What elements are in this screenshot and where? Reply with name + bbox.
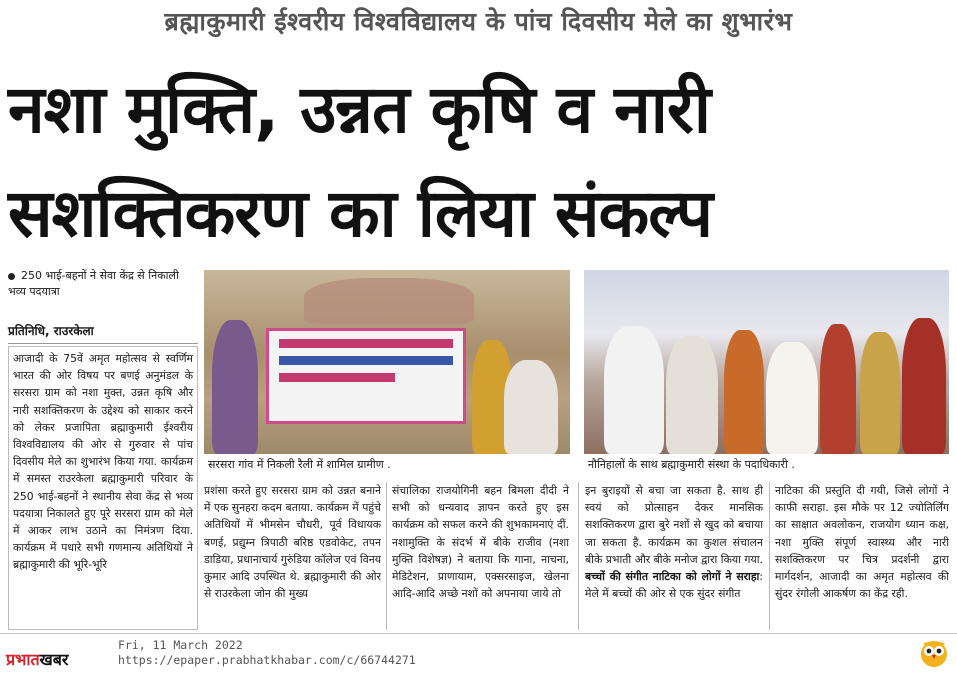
photo-caption-2: नौनिहालों के साथ ब्रह्माकुमारी संस्था के पदाधिकारी . (584, 456, 949, 474)
headline-line-2: सशक्तिकरण का लिया संकल्प (8, 175, 713, 252)
column-divider (769, 482, 770, 630)
rally-photo (204, 270, 570, 454)
prabhat-khabar-logo (6, 648, 68, 670)
column-divider (386, 482, 387, 630)
logo-second-text: खबर (39, 650, 69, 669)
article-column-2: प्रशंसा करते हुए सरसरा ग्राम को उन्नत बनाने में एक सुनहरा कदम बताया. कार्यक्रम में पहुंचे अतिथियों में भीमसेन चौधरी, पूर्व विधायक बणई, प्रद्युम्न त्रिपाठी बरिष्ठ एडवोकेट, तपन डाडिया, प्रधानाचार्य गुरुंडिया कॉलेज एवं विनय कुमार आदि उपस्थित थे. ब्रह्माकुमारी की ओर से राउरकेला जोन की मुख्य (204, 484, 381, 601)
bullet-dot-icon (8, 273, 15, 280)
edition-date: Fri, 11 March 2022 (118, 638, 243, 652)
footer-divider (0, 633, 957, 634)
byline: प्रतिनिधि, राउरकेला (8, 322, 198, 344)
article-column-1: आजादी के 75वें अमृत महोत्सव से स्वर्णिम भारत की ओर विषय पर बणई अनुमंडल के सरसरा ग्राम को नशा मुक्त, उन्नत कृषि और नारी सशक्तिकरण के उद्देश्य को साकार करने को लेकर प्रजापिता ब्रह्माकुमारी ईश्वरीय विश्वविद्यालय की ओर से गुरुवार से पांच दिवसीय मेले का शुभारंभ किया गया. कार्यक्रम में समस्त राउरकेला ब्रह्माकुमारी परिवार के 250 भाई-बहनों ने स्थानीय सेवा केंद्र से भव्य पदयात्रा निकालते हुए पूरे सरसरा ग्राम को मेले में आकर लाभ उठाने का निमंत्रण दिया. कार्यक्रम में पधारे सभी गणमान्य अतिथियों ने ब्रह्माकुमारी की भूरि-भूरि (8, 346, 198, 630)
rally-banner (266, 328, 466, 424)
bullet-text: 250 भाई-बहनों ने सेवा केंद्र से निकाली भव्य पदयात्रा (8, 269, 179, 298)
highlight-bullet (8, 268, 198, 300)
headline-line-1: नशा मुक्ति, उन्नत कृषि व नारी (8, 71, 710, 148)
epaper-url[interactable]: https://epaper.prabhatkhabar.com/c/66744271 (118, 653, 416, 667)
logo-main-text: प्रभात (6, 650, 40, 669)
column-divider (578, 482, 579, 630)
article-column-4 (585, 482, 763, 630)
column-4-text-cont: : मेले में बच्चों की ओर से एक सुंदर संगीत (585, 570, 763, 601)
photo-caption-1: सरसरा गांव में निकली रैली में शामिल ग्रामीण . (204, 456, 570, 474)
group-photo (584, 270, 949, 454)
article-kicker: ब्रह्माकुमारी ईश्वरीय विश्वविद्यालय के पांच दिवसीय मेले का शुभारंभ (164, 7, 793, 36)
article-column-5: नाटिका की प्रस्तुति दी गयी, जिसे लोगों ने काफी सराहा. इस मौके पर 12 ज्योतिर्लिंग का साक्षात अवलोकन, राजयोग ध्यान कक्ष, नशा मुक्ति संपूर्ण स्वास्थ्य और नारी सशक्तिकरण पर चित्र प्रदर्शनी द्वारा मार्गदर्शन, आजादी का अमृत महोत्सव की सुंदर रंगोली आकर्षण का केंद्र रही. (775, 484, 949, 601)
article-column-3: संचालिका राजयोगिनी बहन बिमला दीदी ने सभी को धन्यवाद ज्ञापन करते हुए इस कार्यक्रम को सफल करने की शुभकामनाएं दीं. नशामुक्ति के संदर्भ में बीके राजीव (नशा मुक्ति विशेषज्ञ) ने बताया कि गाना, नाचना, मेडिटेशन, प्राणायाम, एक्सरसाइज, खेलना आदि-आदि अच्छे नशों को अपनाया जाये तो (392, 484, 569, 601)
column-4-text: इन बुराइयों से बचा जा सकता है. साथ ही स्वयं को प्रोत्साहन देकर मानसिक सशक्तिकरण द्वारा बुरे नशों से खुद को बचाया जा सकता है. कार्यक्रम का कुशल संचालन बीके प्रभाती और बीके मनोज द्वारा किया गया. (585, 484, 763, 566)
subheading: बच्चों की संगीत नाटिका को लोगों ने सराहा (585, 570, 760, 584)
article-headline (8, 58, 953, 266)
owl-mascot-icon (918, 636, 950, 668)
